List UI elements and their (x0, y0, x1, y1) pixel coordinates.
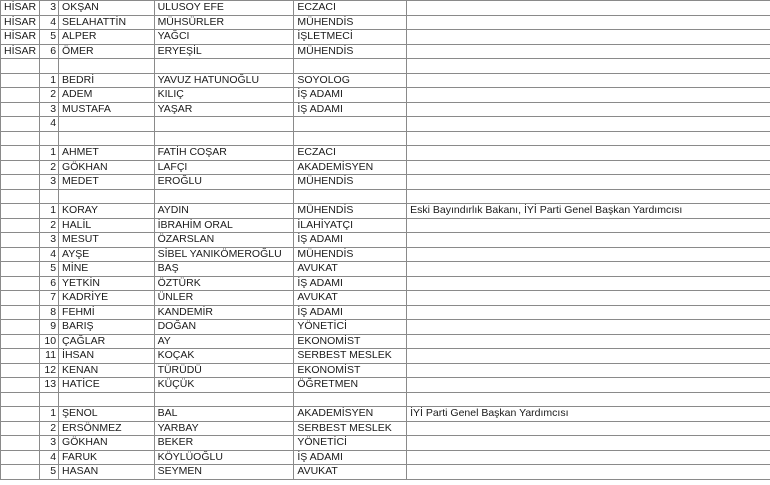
note-cell (407, 160, 770, 175)
surname-cell: KILIÇ (154, 88, 294, 103)
rank-cell (40, 392, 59, 407)
table-row (1, 407, 770, 422)
rank-cell: 3 (40, 175, 59, 190)
surname-cell: TÜRÜDÜ (154, 363, 294, 378)
first-name-cell: FARUK (59, 450, 155, 465)
profession-cell: SOYOLOG (294, 73, 407, 88)
first-name-cell: OKŞAN (59, 1, 155, 16)
note-cell (407, 73, 770, 88)
first-name-cell: ŞENOL (59, 407, 155, 422)
note-cell (407, 320, 770, 335)
surname-cell: AY (154, 334, 294, 349)
surname-cell: ÖZTÜRK (154, 276, 294, 291)
rank-cell: 11 (40, 349, 59, 364)
district-cell (1, 160, 40, 175)
note-cell (407, 247, 770, 262)
note-cell (407, 334, 770, 349)
district-cell (1, 146, 40, 161)
rank-cell: 12 (40, 363, 59, 378)
district-cell (1, 276, 40, 291)
rank-cell: 1 (40, 407, 59, 422)
rank-cell: 2 (40, 421, 59, 436)
surname-cell: BAŞ (154, 262, 294, 277)
surname-cell (154, 189, 294, 204)
rank-cell: 5 (40, 30, 59, 45)
table-row (1, 30, 770, 45)
profession-cell: İŞ ADAMI (294, 305, 407, 320)
district-cell (1, 73, 40, 88)
first-name-cell: AYŞE (59, 247, 155, 262)
first-name-cell: YETKİN (59, 276, 155, 291)
note-cell (407, 15, 770, 30)
district-cell (1, 247, 40, 262)
district-cell (1, 305, 40, 320)
table-row (1, 189, 770, 204)
note-cell (407, 59, 770, 74)
note-cell (407, 436, 770, 451)
district-cell (1, 320, 40, 335)
district-cell: HİSAR (1, 1, 40, 16)
district-cell (1, 131, 40, 146)
first-name-cell: GÖKHAN (59, 436, 155, 451)
first-name-cell (59, 189, 155, 204)
first-name-cell: HATİCE (59, 378, 155, 393)
first-name-cell: FEHMİ (59, 305, 155, 320)
rank-cell (40, 189, 59, 204)
profession-cell: AVUKAT (294, 465, 407, 480)
surname-cell (154, 392, 294, 407)
note-cell (407, 1, 770, 16)
surname-cell: YARBAY (154, 421, 294, 436)
surname-cell: MÜHSÜRLER (154, 15, 294, 30)
rank-cell: 3 (40, 233, 59, 248)
rank-cell: 6 (40, 276, 59, 291)
profession-cell: MÜHENDİS (294, 44, 407, 59)
note-cell (407, 262, 770, 277)
table-row (1, 421, 770, 436)
district-cell: HİSAR (1, 15, 40, 30)
rank-cell: 13 (40, 378, 59, 393)
note-cell (407, 421, 770, 436)
table-row (1, 1, 770, 16)
rank-cell: 2 (40, 88, 59, 103)
profession-cell: İŞ ADAMI (294, 233, 407, 248)
table-row (1, 247, 770, 262)
first-name-cell: HALİL (59, 218, 155, 233)
profession-cell: YÖNETİCİ (294, 436, 407, 451)
rank-cell: 8 (40, 305, 59, 320)
district-cell (1, 450, 40, 465)
district-cell (1, 218, 40, 233)
first-name-cell: MEDET (59, 175, 155, 190)
district-cell (1, 465, 40, 480)
table-row (1, 262, 770, 277)
note-cell: Eski Bayındırlık Bakanı, İYİ Parti Genel Başkan Yardımcısı (407, 204, 770, 219)
profession-cell: MÜHENDİS (294, 15, 407, 30)
surname-cell (154, 59, 294, 74)
table-row (1, 305, 770, 320)
district-cell (1, 392, 40, 407)
rank-cell: 4 (40, 117, 59, 132)
surname-cell: DOĞAN (154, 320, 294, 335)
candidate-table-body (1, 1, 770, 480)
note-cell (407, 218, 770, 233)
profession-cell (294, 117, 407, 132)
rank-cell: 2 (40, 160, 59, 175)
rank-cell: 1 (40, 73, 59, 88)
profession-cell: İŞ ADAMI (294, 102, 407, 117)
first-name-cell: ÖMER (59, 44, 155, 59)
note-cell (407, 450, 770, 465)
note-cell (407, 30, 770, 45)
table-row (1, 291, 770, 306)
profession-cell: EKONOMİST (294, 334, 407, 349)
table-row (1, 59, 770, 74)
district-cell: HİSAR (1, 30, 40, 45)
surname-cell: KANDEMİR (154, 305, 294, 320)
first-name-cell (59, 59, 155, 74)
table-row (1, 465, 770, 480)
first-name-cell: BARIŞ (59, 320, 155, 335)
surname-cell: KÖYLÜOĞLU (154, 450, 294, 465)
first-name-cell: ÇAĞLAR (59, 334, 155, 349)
rank-cell: 5 (40, 262, 59, 277)
profession-cell (294, 189, 407, 204)
table-row (1, 349, 770, 364)
surname-cell: YAĞCI (154, 30, 294, 45)
district-cell (1, 334, 40, 349)
first-name-cell: ALPER (59, 30, 155, 45)
surname-cell: YAVUZ HATUNOĞLU (154, 73, 294, 88)
table-row (1, 204, 770, 219)
table-row (1, 102, 770, 117)
note-cell (407, 88, 770, 103)
first-name-cell: MESUT (59, 233, 155, 248)
rank-cell: 3 (40, 1, 59, 16)
profession-cell (294, 392, 407, 407)
rank-cell: 1 (40, 204, 59, 219)
surname-cell: YAŞAR (154, 102, 294, 117)
table-row (1, 233, 770, 248)
first-name-cell: ADEM (59, 88, 155, 103)
note-cell (407, 175, 770, 190)
rank-cell: 10 (40, 334, 59, 349)
profession-cell: MÜHENDİS (294, 204, 407, 219)
first-name-cell: SELAHATTİN (59, 15, 155, 30)
table-row (1, 450, 770, 465)
rank-cell (40, 59, 59, 74)
district-cell (1, 189, 40, 204)
table-row (1, 276, 770, 291)
district-cell (1, 117, 40, 132)
district-cell (1, 102, 40, 117)
district-cell (1, 407, 40, 422)
first-name-cell: ERSÖNMEZ (59, 421, 155, 436)
first-name-cell (59, 392, 155, 407)
rank-cell: 3 (40, 102, 59, 117)
table-row (1, 175, 770, 190)
district-cell (1, 88, 40, 103)
profession-cell (294, 59, 407, 74)
table-row (1, 320, 770, 335)
note-cell (407, 102, 770, 117)
first-name-cell: MİNE (59, 262, 155, 277)
profession-cell: YÖNETİCİ (294, 320, 407, 335)
rank-cell: 5 (40, 465, 59, 480)
first-name-cell: BEDRİ (59, 73, 155, 88)
table-row (1, 378, 770, 393)
rank-cell: 7 (40, 291, 59, 306)
profession-cell: ECZACI (294, 146, 407, 161)
surname-cell: ÜNLER (154, 291, 294, 306)
district-cell (1, 59, 40, 74)
surname-cell: ÖZARSLAN (154, 233, 294, 248)
table-row (1, 88, 770, 103)
table-row (1, 44, 770, 59)
rank-cell: 4 (40, 247, 59, 262)
rank-cell: 4 (40, 15, 59, 30)
surname-cell: ULUSOY EFE (154, 1, 294, 16)
profession-cell: SERBEST MESLEK (294, 421, 407, 436)
district-cell (1, 233, 40, 248)
district-cell (1, 421, 40, 436)
surname-cell: SEYMEN (154, 465, 294, 480)
profession-cell: İŞ ADAMI (294, 450, 407, 465)
note-cell: İYİ Parti Genel Başkan Yardımcısı (407, 407, 770, 422)
table-row (1, 436, 770, 451)
profession-cell: AKADEMİSYEN (294, 160, 407, 175)
note-cell (407, 117, 770, 132)
district-cell (1, 204, 40, 219)
note-cell (407, 131, 770, 146)
table-row (1, 117, 770, 132)
profession-cell (294, 131, 407, 146)
table-row (1, 73, 770, 88)
profession-cell: ÖĞRETMEN (294, 378, 407, 393)
surname-cell: KOÇAK (154, 349, 294, 364)
profession-cell: SERBEST MESLEK (294, 349, 407, 364)
first-name-cell (59, 117, 155, 132)
profession-cell: İŞ ADAMI (294, 88, 407, 103)
profession-cell: İŞLETMECİ (294, 30, 407, 45)
rank-cell: 2 (40, 218, 59, 233)
district-cell (1, 349, 40, 364)
note-cell (407, 305, 770, 320)
district-cell (1, 175, 40, 190)
first-name-cell: HASAN (59, 465, 155, 480)
note-cell (407, 465, 770, 480)
surname-cell: AYDIN (154, 204, 294, 219)
rank-cell: 1 (40, 146, 59, 161)
profession-cell: AVUKAT (294, 291, 407, 306)
surname-cell: SİBEL YANIKÖMEROĞLU (154, 247, 294, 262)
profession-cell: İŞ ADAMI (294, 276, 407, 291)
rank-cell: 9 (40, 320, 59, 335)
profession-cell: İLAHİYATÇI (294, 218, 407, 233)
surname-cell: KÜÇÜK (154, 378, 294, 393)
note-cell (407, 233, 770, 248)
profession-cell: EKONOMİST (294, 363, 407, 378)
note-cell (407, 44, 770, 59)
surname-cell: ERYEŞİL (154, 44, 294, 59)
surname-cell: İBRAHİM ORAL (154, 218, 294, 233)
first-name-cell: KADRİYE (59, 291, 155, 306)
table-row (1, 131, 770, 146)
surname-cell: BAL (154, 407, 294, 422)
rank-cell: 4 (40, 450, 59, 465)
table-row (1, 15, 770, 30)
rank-cell: 6 (40, 44, 59, 59)
table-row (1, 218, 770, 233)
table-row (1, 363, 770, 378)
surname-cell: FATİH COŞAR (154, 146, 294, 161)
profession-cell: ECZACI (294, 1, 407, 16)
note-cell (407, 146, 770, 161)
district-cell (1, 378, 40, 393)
surname-cell (154, 117, 294, 132)
profession-cell: AVUKAT (294, 262, 407, 277)
first-name-cell: KORAY (59, 204, 155, 219)
profession-cell: MÜHENDİS (294, 247, 407, 262)
note-cell (407, 392, 770, 407)
note-cell (407, 349, 770, 364)
note-cell (407, 189, 770, 204)
first-name-cell: AHMET (59, 146, 155, 161)
profession-cell: AKADEMİSYEN (294, 407, 407, 422)
district-cell (1, 262, 40, 277)
first-name-cell: İHSAN (59, 349, 155, 364)
district-cell (1, 291, 40, 306)
profession-cell: MÜHENDİS (294, 175, 407, 190)
surname-cell: EROĞLU (154, 175, 294, 190)
first-name-cell: MUSTAFA (59, 102, 155, 117)
note-cell (407, 291, 770, 306)
rank-cell: 3 (40, 436, 59, 451)
district-cell: HİSAR (1, 44, 40, 59)
note-cell (407, 276, 770, 291)
table-row (1, 392, 770, 407)
first-name-cell: KENAN (59, 363, 155, 378)
first-name-cell (59, 131, 155, 146)
rank-cell (40, 131, 59, 146)
surname-cell: LAFÇI (154, 160, 294, 175)
first-name-cell: GÖKHAN (59, 160, 155, 175)
note-cell (407, 378, 770, 393)
table-row (1, 334, 770, 349)
table-row (1, 160, 770, 175)
surname-cell: BEKER (154, 436, 294, 451)
note-cell (407, 363, 770, 378)
surname-cell (154, 131, 294, 146)
district-cell (1, 436, 40, 451)
table-row (1, 146, 770, 161)
district-cell (1, 363, 40, 378)
